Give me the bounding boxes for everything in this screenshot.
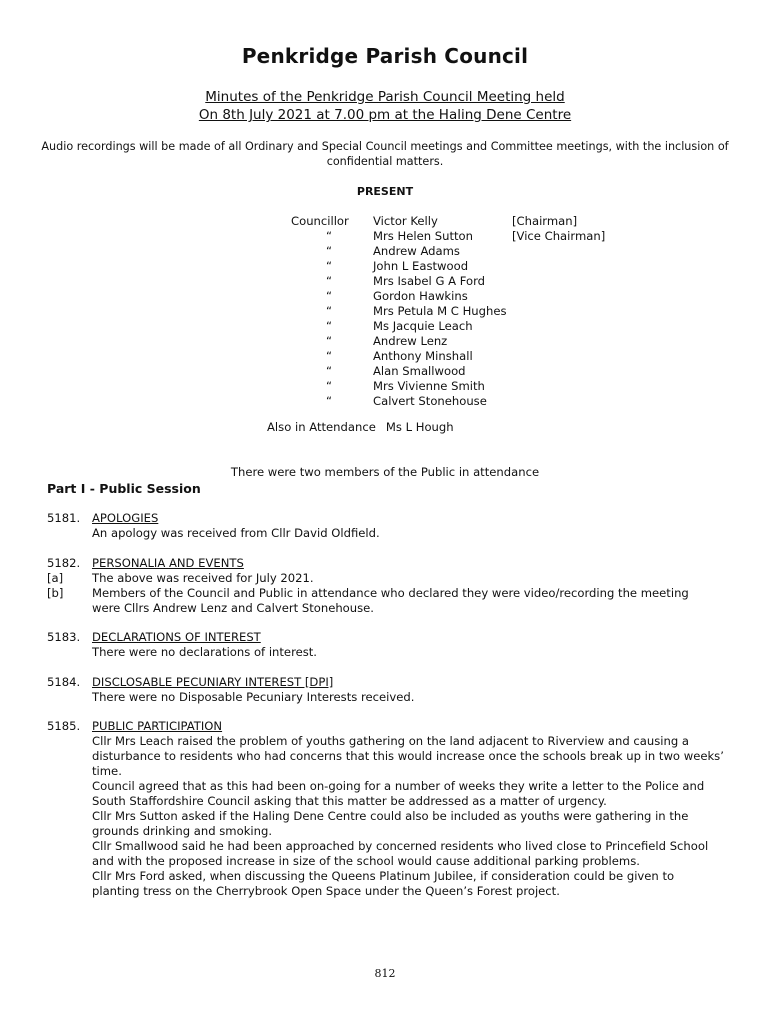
sub-item-text: Members of the Council and Public in attendance who declared they were video/recording the meeting were Cllrs Andrew Lenz and Calvert Stonehouse. <box>92 586 689 615</box>
item-text: There were no declarations of interest. <box>92 645 317 659</box>
audio-recording-notice: Audio recordings will be made of all Ordinary and Special Council meetings and Committee meetings, with the inclusion of confidential matters. <box>41 140 729 168</box>
councillor-name: Andrew Adams <box>373 244 460 258</box>
sub-item-label: [b] <box>47 586 64 600</box>
ditto-mark: “ <box>326 319 333 333</box>
ditto-mark: “ <box>326 394 333 408</box>
item-heading: DISCLOSABLE PECUNIARY INTEREST [DPI] <box>92 675 334 689</box>
ditto-mark: “ <box>326 229 333 243</box>
ditto-mark: “ <box>326 334 333 348</box>
participation-paragraph: Cllr Mrs Ford asked, when discussing the Queens Platinum Jubilee, if consideration could be given to planting tress on the Cherrybrook Open Space under the Queen’s Forest project. <box>92 869 675 898</box>
item-number: 5184. <box>47 675 81 689</box>
councillor-row <box>0 274 770 289</box>
councillor-row <box>0 379 770 394</box>
also-in-attendance <box>267 420 454 434</box>
ditto-mark: “ <box>326 244 333 258</box>
councillor-row <box>0 244 770 259</box>
ditto-mark: “ <box>326 289 333 303</box>
item-heading: APOLOGIES <box>92 511 159 525</box>
item-number: 5181. <box>47 511 81 525</box>
ditto-mark: “ <box>326 304 333 318</box>
item-number: 5185. <box>47 719 81 733</box>
councillor-name: Mrs Petula M C Hughes <box>373 304 507 318</box>
meeting-subtitle-line1: Minutes of the Penkridge Parish Council Meeting held <box>205 89 565 105</box>
meeting-subtitle-line2: On 8th July 2021 at 7.00 pm at the Haling Dene Centre <box>198 107 572 123</box>
participation-paragraph: Cllr Smallwood said he had been approached by concerned residents who lived close to Princefield School and with the proposed increase in size of the school would cause additional parking problems. <box>92 839 709 868</box>
councillor-row <box>0 229 770 244</box>
ditto-mark: “ <box>326 379 333 393</box>
councillor-name: Andrew Lenz <box>373 334 448 348</box>
page-title: Penkridge Parish Council <box>241 44 529 68</box>
councillor-label: Councillor <box>291 214 349 228</box>
ditto-mark: “ <box>326 364 333 378</box>
councillor-row <box>0 259 770 274</box>
councillor-name: Mrs Helen Sutton <box>373 229 473 243</box>
councillor-role: [Vice Chairman] <box>512 229 606 243</box>
councillor-row <box>0 349 770 364</box>
councillor-row <box>0 289 770 304</box>
ditto-mark: “ <box>326 274 333 288</box>
councillor-name: Mrs Isabel G A Ford <box>373 274 486 288</box>
councillor-row <box>0 304 770 319</box>
councillor-row <box>0 364 770 379</box>
ditto-mark: “ <box>326 259 333 273</box>
councillor-name: Alan Smallwood <box>373 364 466 378</box>
councillor-name: Victor Kelly <box>373 214 438 228</box>
councillor-name: Ms Jacquie Leach <box>373 319 473 333</box>
ditto-mark: “ <box>326 349 333 363</box>
also-in-attendance-name: Ms L Hough <box>385 420 454 434</box>
participation-paragraph: Council agreed that as this had been on-going for a number of weeks they write a letter to the Police and South Staffordshire Council asking that this matter be addressed as a matter of urgency. <box>92 779 705 808</box>
item-text: An apology was received from Cllr David Oldfield. <box>92 526 380 540</box>
item-text: There were no Disposable Pecuniary Interests received. <box>92 690 415 704</box>
sub-item-text: The above was received for July 2021. <box>92 571 314 585</box>
sub-item-label: [a] <box>47 571 64 585</box>
item-body <box>92 734 724 899</box>
councillor-role: [Chairman] <box>512 214 578 228</box>
item-number: 5182. <box>47 556 81 570</box>
part-heading: Part I - Public Session <box>47 481 201 496</box>
item-heading: PUBLIC PARTICIPATION <box>92 719 223 733</box>
councillor-name: Mrs Vivienne Smith <box>373 379 485 393</box>
councillor-name: Anthony Minshall <box>373 349 473 363</box>
councillor-name: Calvert Stonehouse <box>373 394 487 408</box>
participation-paragraph: Cllr Mrs Leach raised the problem of youths gathering on the land adjacent to Riverview and causing a disturbance to residents who had concerns that this would increase once the schools break up in two weeks’ time. <box>92 734 724 778</box>
councillor-name: Gordon Hawkins <box>373 289 468 303</box>
public-attendance-note: There were two members of the Public in attendance <box>230 465 540 479</box>
councillor-row <box>0 214 770 229</box>
councillor-row <box>0 319 770 334</box>
page-number: 812 <box>374 967 396 980</box>
present-heading: PRESENT <box>356 185 414 198</box>
item-number: 5183. <box>47 630 81 644</box>
item-heading: DECLARATIONS OF INTEREST <box>92 630 261 644</box>
councillor-name: John L Eastwood <box>373 259 469 273</box>
councillor-row <box>0 334 770 349</box>
item-heading: PERSONALIA AND EVENTS <box>92 556 244 570</box>
participation-paragraph: Cllr Mrs Sutton asked if the Haling Dene Centre could also be included as youths were gathering in the grounds drinking and smoking. <box>92 809 689 838</box>
also-in-attendance-label: Also in Attendance <box>267 420 376 434</box>
councillor-row <box>0 394 770 409</box>
